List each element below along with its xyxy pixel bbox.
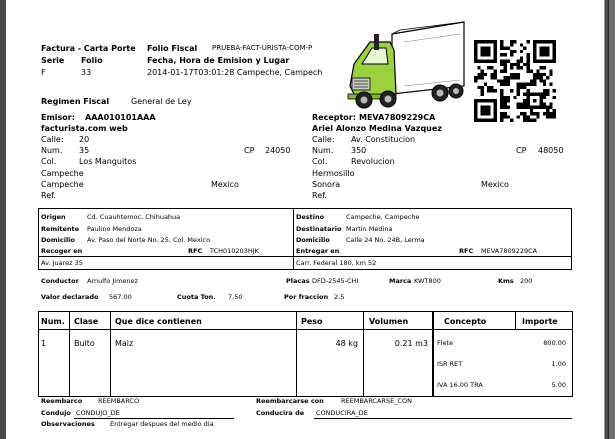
importe-iva: 5.00 (551, 381, 566, 389)
condujo-label: Condujo (41, 409, 71, 417)
receptor-cp-label: CP (516, 146, 527, 155)
placas-label: Placas (286, 277, 310, 285)
doc-type-label: Factura - Carta Porte (41, 44, 136, 53)
domicilio-destino-label: Domicilio (296, 236, 330, 244)
col-peso-header: Peso (301, 317, 323, 326)
condujo-value: CONDUJO_DE (76, 409, 120, 417)
emisor-col-label: Col. (41, 157, 57, 166)
regimen-label: Regimen Fiscal (41, 97, 110, 106)
origen-label: Origen (41, 213, 66, 221)
destino-value: Campeche, Campeche (346, 213, 420, 221)
item-contenido: Maiz (115, 339, 134, 348)
rfc-destino-label: RFC (459, 247, 474, 255)
col-contenido-header: Que dice contienen (115, 317, 202, 326)
concept-iva: IVA 16.00 TRA (437, 381, 483, 389)
domicilio-origen-label: Domicilio (41, 236, 75, 244)
importe-header: Importe (522, 317, 558, 326)
regimen-value: General de Ley (131, 97, 192, 106)
observaciones-label: Observaciones (41, 420, 95, 428)
remitente-label: Remitente (41, 225, 80, 233)
conductor-value: Arnulfo Jimenez (87, 277, 138, 285)
serie-value: F (41, 68, 46, 77)
receptor-col-label: Col. (312, 157, 328, 166)
receptor-num-label: Num. (312, 146, 334, 155)
cuota-value: 7.50 (228, 293, 243, 301)
receptor-country: Mexico (481, 180, 509, 189)
conducira-label: Conducira de (256, 409, 305, 417)
transport-divider (293, 208, 294, 270)
emisor-state: Campeche (41, 180, 84, 189)
receptor-name: Ariel Alonzo Medina Vazquez (312, 124, 442, 133)
folio-fiscal-label: Folio Fiscal (147, 44, 198, 53)
receptor-ref-label: Ref. (312, 191, 327, 200)
emisor-calle-label: Calle: (41, 135, 64, 144)
importe-flete: 800.00 (543, 339, 566, 347)
valor-value: 567.00 (109, 293, 132, 301)
reembarco-value: REEMBARCO (98, 397, 140, 405)
reembarcarse-label: Reembarcarse con (256, 397, 324, 405)
kms-label: Kms (498, 277, 514, 285)
item-clase: Bulto (74, 339, 95, 348)
entregar-label: Entregar en (296, 247, 340, 255)
emisor-num: 35 (79, 146, 90, 155)
emisor-num-label: Num. (41, 146, 63, 155)
emisor-country: Mexico (211, 180, 239, 189)
fraccion-value: 2.5 (334, 293, 345, 301)
emisor-cp: 24050 (265, 146, 291, 155)
rfc-origen: TCH010203HJK (210, 247, 259, 255)
emisor-rfc: AAA010101AAA (85, 113, 156, 122)
invoice-page (6, 0, 605, 439)
marca-label: Marca (389, 277, 412, 285)
emisor-col: Los Manguitos (79, 157, 137, 166)
reembarco-label: Reembarco (41, 397, 83, 405)
conducira-value: CONDUCIRA_DE (316, 409, 368, 417)
folio-label: Folio (81, 56, 103, 65)
receptor-calle-label: Calle: (312, 135, 335, 144)
receptor-rfc: MEVA7809229CA (359, 113, 436, 122)
col-clase-header: Clase (74, 317, 99, 326)
emisor-calle: 20 (79, 135, 90, 144)
fraccion-label: Por fraccion (284, 293, 329, 301)
receptor-cp: 48050 (538, 146, 564, 155)
origen-value: Cd. Cuauhtemoc, Chihuahua (87, 213, 181, 221)
concept-isr: ISR RET (437, 360, 463, 368)
receptor-state: Sonora (312, 180, 341, 189)
importe-isr: 1.00 (551, 360, 566, 368)
concept-flete: Flete (437, 339, 454, 347)
emisor-name: facturista.com web (41, 124, 128, 133)
folio-value: 33 (81, 68, 92, 77)
truck-logo (344, 20, 468, 112)
marca-value: KWT800 (414, 277, 441, 285)
reembarcarse-value: REEMBARCARSE_CON (341, 397, 412, 405)
item-volumen: 0.21 m3 (394, 339, 428, 348)
emisor-city: Campeche (41, 169, 84, 178)
concepto-header: Concepto (444, 317, 487, 326)
item-num: 1 (41, 339, 47, 348)
vertical-scrollbar[interactable] (608, 0, 615, 439)
cuota-label: Cuota Ton. (177, 293, 216, 301)
fecha-label: Fecha, Hora de Emision y Lugar (147, 56, 290, 65)
qr-code (474, 40, 556, 122)
receptor-col: Revolucion (351, 157, 395, 166)
col-num-header: Num. (41, 317, 65, 326)
domicilio-destino: Calle 24 No. 24B, Lerma (346, 236, 425, 244)
fecha-value: 2014-01-17T03:01:28 Campeche, Campech (147, 68, 323, 77)
remitente-value: Paulino Mendoza (87, 225, 142, 233)
item-peso: 48 kg (335, 339, 358, 348)
destinatario-value: Martin Medina (346, 225, 393, 233)
receptor-calle: Av. Constitucion (351, 135, 416, 144)
conductor-label: Conductor (41, 277, 79, 285)
recoger-addr: Av. Juarez 35 (41, 259, 83, 267)
kms-value: 200 (520, 277, 533, 285)
placas-value: DFD-2545-CHI (312, 277, 359, 285)
col-volumen-header: Volumen (369, 317, 409, 326)
destino-label: Destino (296, 213, 325, 221)
folio-fiscal-value: PRUEBA-FACT-URISTA-COM-P (212, 44, 313, 52)
emisor-label: Emisor: (41, 113, 75, 122)
observaciones-value: Entregar despues del medio dia (110, 420, 214, 428)
valor-label: Valor declarado (41, 293, 99, 301)
receptor-city: Hermosillo (312, 169, 355, 178)
emisor-cp-label: CP (244, 146, 255, 155)
emisor-ref-label: Ref. (41, 191, 56, 200)
domicilio-origen: Av. Paso del Norte No. 25, Col. Mexico (87, 236, 211, 244)
destinatario-label: Destinatario (296, 225, 342, 233)
entregar-addr: Carr. Federal 180, km 52 (296, 259, 377, 267)
receptor-label: Receptor: (312, 113, 356, 122)
recoger-label: Recoger en (41, 247, 83, 255)
rfc-destino: MEVA7809229CA (481, 247, 538, 255)
rfc-origen-label: RFC (188, 247, 203, 255)
serie-label: Serie (41, 56, 65, 65)
receptor-num: 350 (351, 146, 367, 155)
